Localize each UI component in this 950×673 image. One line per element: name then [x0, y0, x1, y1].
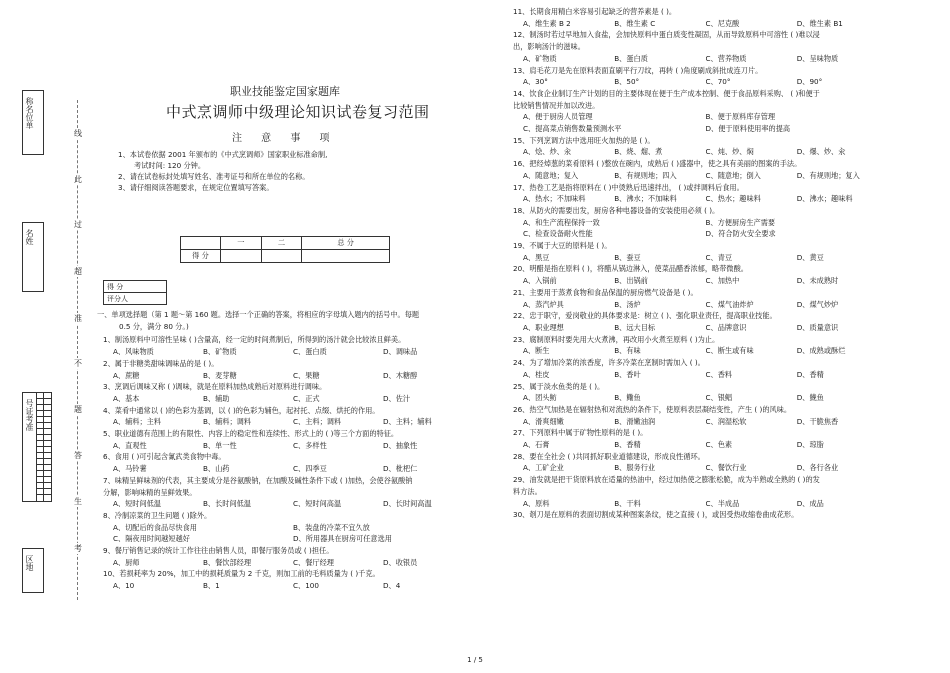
right-question-column [513, 6, 888, 521]
option[interactable]: D、维生素 B1 [796, 18, 843, 28]
option[interactable]: A、和生产流程保持一致 [523, 217, 600, 227]
option[interactable]: C、香料 [705, 369, 733, 379]
option-row [513, 170, 888, 182]
question-text: 16、把经焯葱的菜肴原料 ( )整放在碗内，成熟后 ( )盛器中，使之具有美丽的图案的手法。 [513, 159, 802, 169]
section-instructions: 0.5 分，满分 80 分。) [119, 321, 189, 331]
option[interactable]: C、炖、炒、焖 [705, 147, 754, 157]
question-text: 18、从防火的需要出发，厨房各种电器设备的安装使用必须 ( )。 [513, 205, 720, 215]
option[interactable]: D、香精 [796, 369, 824, 379]
option[interactable]: A、滑爽细嫩 [523, 416, 564, 426]
option-row [103, 580, 473, 592]
option-row [513, 53, 888, 65]
option[interactable]: C、检查设备耐火性能 [523, 229, 593, 239]
question-text: 26、热空气加热是在辐射热和对流热的条件下，使原料表层凝结变性，产生 ( )的风味。 [513, 404, 792, 414]
option[interactable]: C、营养物质 [705, 53, 747, 63]
question-text: 13、肩毛花刀是先在原料表面直刷平行刀纹，再转 ( )角度刷成斜批成连刀片。 [513, 65, 763, 75]
option[interactable]: D、各行各业 [796, 463, 839, 473]
option[interactable]: C、70° [705, 77, 731, 87]
score-cell[interactable] [302, 250, 390, 263]
option[interactable]: D、符合防火安全要求 [705, 229, 776, 239]
option[interactable]: B、有味 [614, 346, 641, 356]
option[interactable]: B、1 [203, 581, 220, 591]
option-row [103, 346, 473, 358]
question-text: 30、剞刀是在原料的表面切割成某种图案条纹，使之直接 ( )，或因受热收缩卷曲成花形。 [513, 510, 799, 520]
option[interactable]: A、风味物质 [113, 347, 154, 357]
seal-char: 生 [74, 497, 82, 506]
grader-row-label: 评分人 [104, 293, 167, 305]
option[interactable]: D、黄豆 [796, 252, 824, 262]
option[interactable]: D、干脆焦香 [796, 416, 839, 426]
score-header [181, 237, 221, 250]
unit-name-box [22, 90, 44, 155]
score-header: 一 [221, 237, 262, 250]
seal-char: 考 [74, 544, 82, 553]
option[interactable]: B、远大目标 [614, 322, 656, 332]
notice-item: 考试时间: 120 分钟。 [134, 161, 206, 170]
option-row [103, 393, 473, 405]
option[interactable]: B、辅料；调料 [203, 417, 252, 427]
option[interactable]: C、多样性 [293, 440, 327, 450]
seal-char: 题 [74, 405, 82, 414]
option[interactable]: A、基本 [113, 393, 140, 403]
option[interactable]: D、木糖醇 [383, 370, 418, 380]
option[interactable]: D、长时间高温 [383, 499, 432, 509]
question-text: 5、职业道德有范围上的有限性、内容上的稳定性和连续性、形式上的 ( )等三个方面的特征。 [103, 429, 399, 439]
option[interactable]: A、热水；不加味料 [523, 194, 586, 204]
option[interactable]: C、餐饮行业 [705, 463, 747, 473]
option[interactable]: B、有规则地；四入 [614, 170, 677, 180]
seal-char: 过 [74, 220, 82, 229]
question-text: 25、属于淡水鱼类的是 ( )。 [513, 381, 605, 391]
option[interactable]: D、抽象性 [383, 440, 418, 450]
option[interactable]: D、调味品 [383, 347, 418, 357]
option[interactable]: D、所用器具在厨房可任意选用 [293, 534, 392, 544]
option[interactable]: B、滑嫩油润 [614, 416, 656, 426]
option[interactable]: B、餐饮部经理 [203, 557, 252, 567]
option[interactable]: D、便于原料使用率的提高 [705, 124, 791, 134]
exam-id-label: 号证考准 [25, 399, 34, 431]
option[interactable]: C、色素 [705, 440, 733, 450]
question-text: 21、主要用于蒸煮食物和食品保温的厨房燃气设备是 ( )。 [513, 287, 698, 297]
option-row [103, 370, 473, 382]
left-question-column [97, 309, 473, 592]
option-row [513, 217, 888, 229]
option[interactable]: B、香精 [614, 440, 641, 450]
option-row [513, 322, 888, 334]
seal-char: 超 [74, 267, 82, 276]
option[interactable]: B、辅助 [203, 393, 230, 403]
page-number: 1 / 5 [467, 656, 483, 664]
option[interactable]: C、断生或有味 [705, 346, 754, 356]
grader-row-label: 得 分 [104, 281, 167, 293]
option[interactable]: C、润湿松软 [705, 416, 747, 426]
score-row-label: 得 分 [181, 250, 221, 263]
option[interactable]: D、收银员 [383, 557, 418, 567]
option[interactable]: A、10 [113, 581, 135, 591]
option[interactable]: D、枇杷仁 [383, 464, 418, 474]
option[interactable]: A、辅料；主料 [113, 417, 162, 427]
question-text: 23、腐制原料时要先用大火煮沸，再改用小火煮至原料 ( )为止。 [513, 334, 720, 344]
question-text: 19、不属于大豆的原料是 ( )。 [513, 241, 612, 251]
option[interactable]: A、维生素 B 2 [523, 18, 571, 28]
option[interactable]: B、烧、熘、煮 [614, 147, 663, 157]
option[interactable]: B、服务行业 [614, 463, 656, 473]
option[interactable]: B、山药 [203, 464, 230, 474]
question-text: 2、属于非糖类甜味调味品的是 ( )。 [103, 358, 219, 368]
grader-table [103, 280, 167, 305]
option-row [513, 498, 888, 510]
option[interactable]: B、香叶 [614, 369, 641, 379]
option[interactable]: D、琼脂 [796, 440, 824, 450]
question-text: 22、忠于职守，爱岗敬业的具体要求是：树立 ( )、强化职业责任，提高职业技能。 [513, 311, 777, 321]
question-text: 17、热卷工艺是指将原料在 ( )中烫熟后迅速拌出， ( )或拌调料后食用。 [513, 182, 744, 192]
option-row [513, 275, 888, 287]
seal-char: 准 [74, 314, 82, 323]
option[interactable]: A、厨师 [113, 557, 140, 567]
option-row [103, 440, 473, 452]
question-text: 1、制汤原料中可溶性呈味 ( )含量高，经一定的时间煮制后，所得到的汤汁就会比较浓且鲜美。 [103, 335, 406, 345]
option[interactable]: A、蒸汽炉具 [523, 299, 564, 309]
option-row [513, 18, 888, 30]
option-row [513, 146, 888, 158]
option[interactable]: B、麦芽糖 [203, 370, 237, 380]
option[interactable]: A、便于厨房人员管理 [523, 112, 593, 122]
question-text: 8、冷制凉菜的卫生问题 ( )除外。 [103, 510, 212, 520]
option-row [513, 462, 888, 474]
option[interactable]: C、尼克酸 [705, 18, 740, 28]
name-label: 名姓 [25, 229, 34, 245]
question-text: 15、下列烹调方法中选用旺火加热的是 ( )。 [513, 135, 655, 145]
question-text-cont: 分解，影响味精的呈鲜效果。 [103, 487, 197, 497]
option-row [103, 533, 473, 545]
question-bank-title: 职业技能鉴定国家题库 [230, 85, 340, 98]
option[interactable]: A、原料 [523, 498, 550, 508]
option-row [513, 76, 888, 88]
option[interactable]: A、入锅前 [523, 276, 557, 286]
option-row [513, 345, 888, 357]
option-row [103, 416, 473, 428]
option[interactable]: C、青豆 [705, 252, 733, 262]
option[interactable]: D、未成熟时 [796, 276, 839, 286]
option[interactable]: D、鮸鱼 [796, 393, 824, 403]
option[interactable]: C、半成品 [705, 498, 740, 508]
option[interactable]: C、蛋白质 [293, 347, 327, 357]
option[interactable]: A、矿物质 [523, 53, 557, 63]
option[interactable]: D、4 [383, 581, 401, 591]
option[interactable]: D、沸水；趣味料 [796, 194, 853, 204]
score-cell[interactable] [221, 250, 262, 263]
option[interactable]: A、随意地；复入 [523, 170, 579, 180]
question-text: 28、要在全社会 ( )共同抓好职业道德建设，形成良性循环。 [513, 451, 705, 461]
option[interactable]: D、90° [796, 77, 823, 87]
option[interactable]: D、成品 [796, 498, 824, 508]
option[interactable]: A、职业理想 [523, 322, 564, 332]
question-text: 11、长期食用精白米容易引起缺乏的营养素是 ( )。 [513, 7, 677, 16]
notice-item: 2、请在试卷标封处填写姓名、准考证号和所在单位的名称。 [118, 172, 310, 181]
option[interactable]: B、方便厨房生产需要 [705, 217, 776, 227]
option-row [103, 557, 473, 569]
option[interactable]: B、干料 [614, 498, 641, 508]
option[interactable]: B、鳓鱼 [614, 393, 641, 403]
option[interactable]: B、蛋白质 [614, 53, 648, 63]
option-row [103, 522, 473, 534]
option[interactable]: C、四季豆 [293, 464, 327, 474]
option[interactable]: C、随意地；倒入 [705, 170, 761, 180]
option[interactable]: B、矿物质 [203, 347, 237, 357]
option[interactable]: C、100 [293, 581, 319, 591]
option[interactable]: B、出锅前 [614, 276, 648, 286]
option[interactable]: C、银鲳 [705, 393, 733, 403]
option[interactable]: C、热水；趣味料 [705, 194, 761, 204]
seal-char: 线 [74, 129, 82, 138]
page-title: 中式烹调师中级理论知识试卷复习范围 [166, 103, 430, 121]
notice-item: 3、请仔细阅读答题要求，在规定位置填写答案。 [118, 183, 274, 192]
option[interactable]: A、断生 [523, 346, 550, 356]
option[interactable]: B、便于原料库存管理 [705, 112, 776, 122]
option-row [513, 416, 888, 428]
question-text-cont: 比较销售情况并加以改进。 [513, 100, 600, 110]
exam-id-grid [36, 392, 52, 502]
seal-char: 答 [74, 451, 82, 460]
score-header: 二 [261, 237, 302, 250]
section-instructions: 一、单项选择题（第 1 题～第 160 题。选择一个正确的答案，将相应的字母填入题内的括号中。每题 [97, 310, 420, 319]
score-cell[interactable] [261, 250, 302, 263]
name-box [22, 222, 44, 292]
option[interactable]: C、品牌意识 [705, 322, 747, 332]
option[interactable]: C、短时间高温 [293, 499, 342, 509]
notice-list [118, 149, 327, 193]
score-header: 总 分 [302, 237, 390, 250]
option[interactable]: C、隔夜用时间越短越好 [113, 534, 190, 544]
question-text-cont: 料方法。 [513, 486, 542, 496]
option[interactable]: A、桂皮 [523, 369, 550, 379]
question-text: 27、下列原料中属于矿物性原料的是 ( )。 [513, 428, 648, 438]
option[interactable]: A、工矿企业 [523, 463, 564, 473]
option[interactable]: D、呈味物质 [796, 53, 839, 63]
option[interactable]: C、正式 [293, 393, 320, 403]
region-label: 区地 [25, 555, 34, 571]
question-text-cont: 出，影响汤汁的滋味。 [513, 42, 585, 52]
option[interactable]: B、沸水；不加味料 [614, 194, 677, 204]
score-table [180, 236, 390, 263]
seal-char: 不 [74, 359, 82, 368]
option[interactable]: B、维生素 C [614, 18, 656, 28]
question-text: 29、油发就是把干货原料放在适量的热油中，经过加热使之膨胀松脆，成为半熟或全熟的 ( )的发 [513, 475, 820, 485]
option[interactable]: D、煤气炒炉 [796, 299, 839, 309]
option[interactable]: A、团头鲂 [523, 393, 557, 403]
option-row [513, 228, 888, 240]
option-row [513, 193, 888, 205]
question-text: 9、餐厅销售记录的统计工作往往由销售人员，即餐厅服务员或 ( )担任。 [103, 546, 334, 556]
option[interactable]: D、有规则地；复入 [796, 170, 860, 180]
option[interactable]: B、蚕豆 [614, 252, 641, 262]
question-text: 14、饮食企业制订生产计划的目的主要体现在便于生产成本控制、便于食品原料采购、 ( )和便于 [513, 88, 820, 98]
option-row [513, 392, 888, 404]
unit-name-label: 称名位单 [25, 97, 34, 129]
option[interactable]: C、提高菜点销售数量预测水平 [523, 124, 622, 134]
option[interactable]: B、50° [614, 77, 640, 87]
question-text: 6、食用 ( )可引起含氰武类食物中毒。 [103, 452, 226, 462]
option-row [513, 439, 888, 451]
region-box [22, 548, 44, 593]
option-row [513, 299, 888, 311]
option[interactable]: C、加热中 [705, 276, 740, 286]
question-text: 12、制汤时若过早地加入食盐，会加快原料中蛋白质变性凝固，从而导致原料中可溶性 ( )难以浸 [513, 30, 820, 40]
option[interactable]: B、单一性 [203, 440, 237, 450]
option-row [513, 369, 888, 381]
question-text: 3、烹调后调味又称 ( )调味，就是在原料加热成熟后对原料进行调味。 [103, 382, 327, 392]
option[interactable]: A、切配后的食品尽快食用 [113, 522, 197, 532]
seal-char: 此 [74, 175, 82, 184]
option[interactable]: D、质量意识 [796, 322, 839, 332]
option[interactable]: A、烩、炒、汆 [523, 147, 572, 157]
option[interactable]: D、爆、炒、汆 [796, 147, 846, 157]
option[interactable]: A、马铃薯 [113, 464, 147, 474]
option[interactable]: B、长时间低温 [203, 499, 252, 509]
notice-item: 1、本试卷依据 2001 年颁布的《中式烹调师》国家职业标准命制, [118, 150, 328, 159]
option[interactable]: D、成熟或酥烂 [796, 346, 846, 356]
option[interactable]: C、餐厅经理 [293, 557, 334, 567]
option[interactable]: A、黑豆 [523, 252, 550, 262]
option[interactable]: A、蔗糖 [113, 370, 140, 380]
option[interactable]: C、果糖 [293, 370, 320, 380]
option[interactable]: A、30° [523, 77, 548, 87]
option[interactable]: A、直观性 [113, 440, 147, 450]
question-text: 20、明醋是指在原料 ( )，将醋从锅边淋入，使菜品醋香浓郁，略带微酸。 [513, 264, 748, 274]
option-row [103, 498, 473, 510]
option[interactable]: B、汤炉 [614, 299, 641, 309]
option[interactable]: C、主料；调料 [293, 417, 342, 427]
option[interactable]: B、装盘的冷菜不宜久放 [293, 522, 370, 532]
option-row [513, 252, 888, 264]
option-row [513, 123, 888, 135]
option-row [513, 111, 888, 123]
option-row [103, 463, 473, 475]
option[interactable]: A、短时间低温 [113, 499, 162, 509]
option[interactable]: A、石膏 [523, 440, 550, 450]
option[interactable]: C、煤气油炸炉 [705, 299, 754, 309]
notice-heading: 注 意 事 项 [232, 133, 338, 144]
option[interactable]: D、主料；辅料 [383, 417, 432, 427]
option[interactable]: D、佐汁 [383, 393, 411, 403]
question-text: 7、味精呈鲜味剂的代表，其主要成分是谷氨酸钠，在加酸及碱性条件下或 ( )加热，会使谷氨酸钠 [103, 475, 413, 485]
question-text: 4、菜肴中通常以 ( )的色彩为基调，以 ( )的色彩为辅色，起衬托、点缀、烘托的作用。 [103, 405, 380, 415]
question-text: 10、若损耗率为 20%，加工中的损耗质量为 2 千克，则加工前的毛料质量为 ( )千克。 [103, 569, 380, 579]
question-text: 24、为了增加冷菜的浓香度，许多冷菜在烹制时需加入 ( )。 [513, 358, 705, 368]
